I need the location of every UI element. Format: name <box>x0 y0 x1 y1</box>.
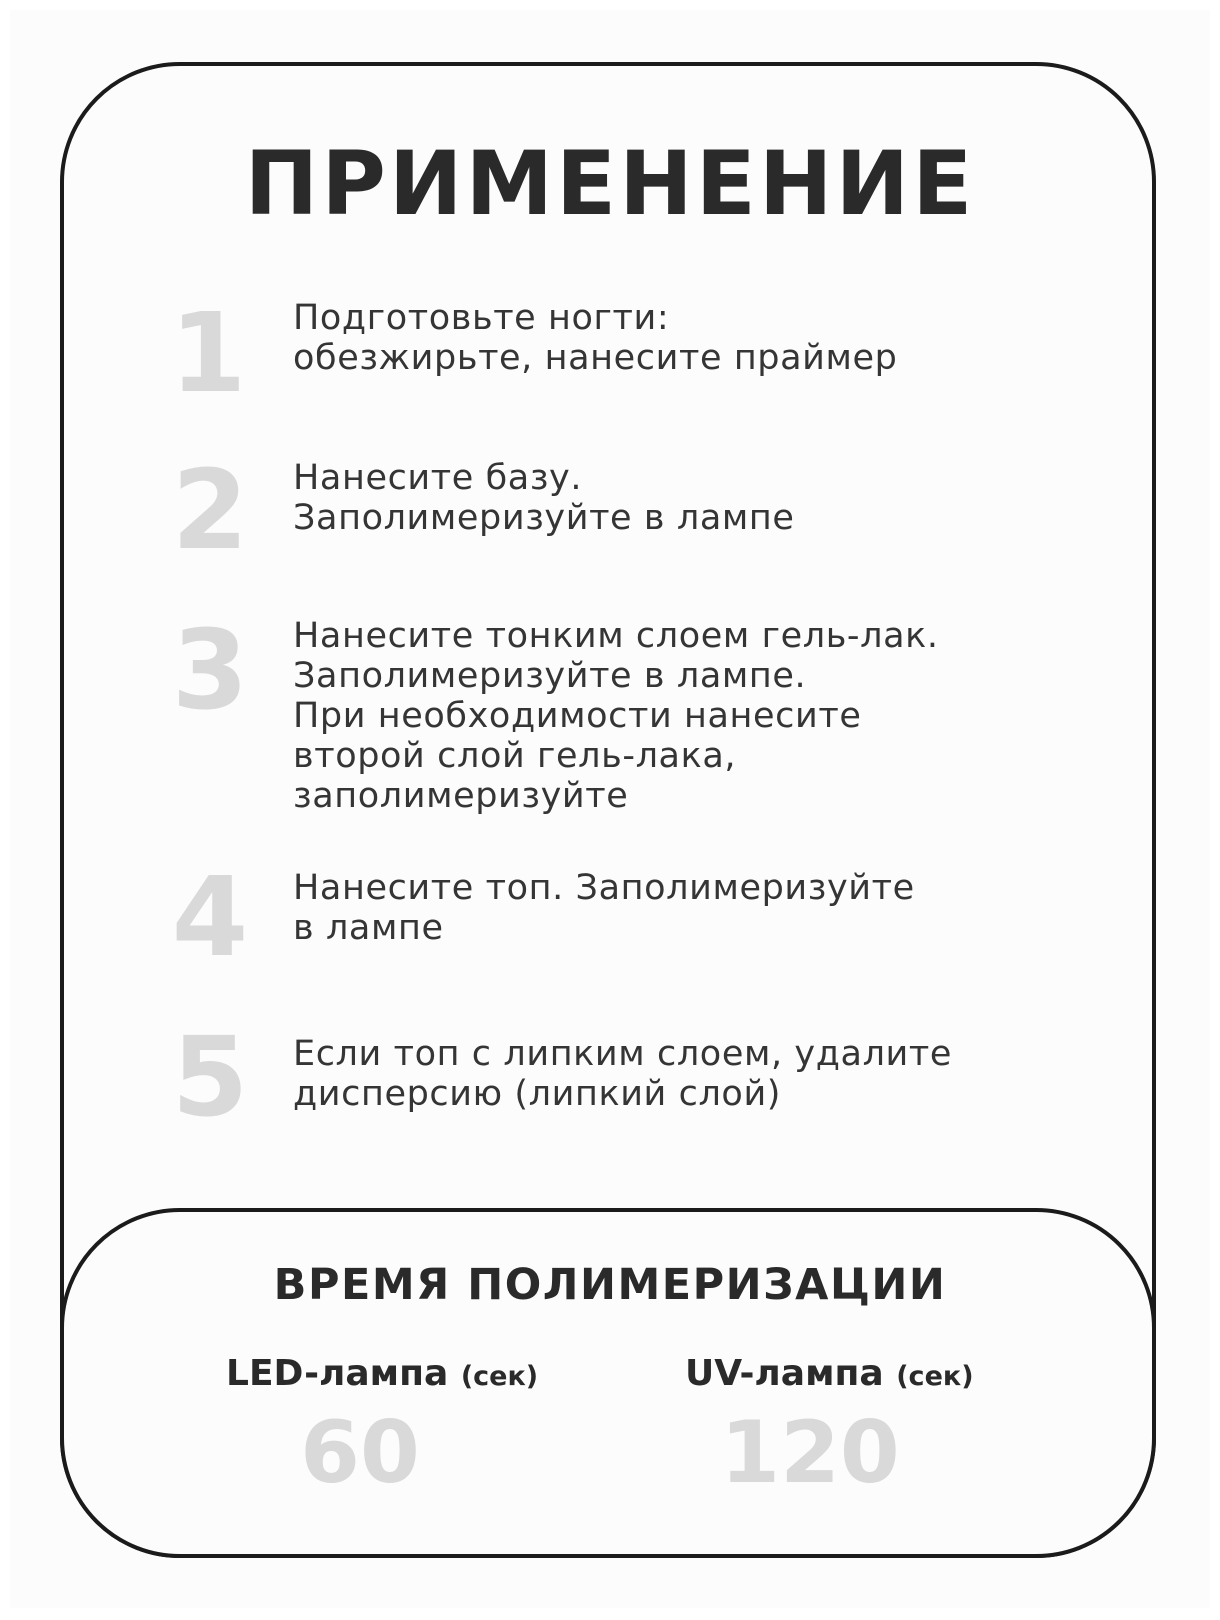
uv-lamp-value: 120 <box>720 1403 900 1503</box>
curing-time-title: ВРЕМЯ ПОЛИМЕРИЗАЦИИ <box>273 1260 947 1310</box>
step-number-4: 4 <box>171 853 249 981</box>
step-line: Нанесите тонким слоем гель-лак. <box>293 616 939 656</box>
step-line: Если топ с липким слоем, удалите <box>293 1034 953 1074</box>
step-line: Нанесите базу. <box>293 458 583 498</box>
step-line: Заполимеризуйте в лампе <box>293 498 795 538</box>
uv-lamp-label <box>685 1353 974 1394</box>
step-line: Нанесите топ. Заполимеризуйте <box>293 868 915 908</box>
step-text-3 <box>293 616 939 816</box>
step-number-5: 5 <box>171 1013 249 1141</box>
step-line: в лампе <box>293 908 444 948</box>
step-text-1 <box>293 298 897 378</box>
led-lamp-unit: (сек) <box>460 1361 539 1392</box>
step-text-2 <box>293 458 795 538</box>
step-line: Заполимеризуйте в лампе. <box>293 656 807 696</box>
step-line: обезжирьте, нанесите праймер <box>293 338 898 378</box>
step-line: дисперсию (липкий слой) <box>293 1074 782 1114</box>
led-lamp-label <box>226 1353 539 1394</box>
step-text-5 <box>293 1034 952 1114</box>
step-line: заполимеризуйте <box>293 776 629 816</box>
step-text-4 <box>293 868 915 948</box>
step-line: второй слой гель-лака, <box>293 736 737 776</box>
step-line: При необходимости нанесите <box>293 696 862 736</box>
step-number-3: 3 <box>171 606 249 734</box>
step-line: Подготовьте ногти: <box>293 298 670 338</box>
led-lamp-name: LED-лампа <box>226 1353 449 1394</box>
step-number-2: 2 <box>171 446 249 574</box>
uv-lamp-name: UV-лампа <box>685 1353 884 1394</box>
led-lamp-value: 60 <box>300 1403 420 1503</box>
uv-lamp-unit: (сек) <box>896 1361 974 1392</box>
page-title: ПРИМЕНЕНИЕ <box>244 132 976 235</box>
step-number-1: 1 <box>169 289 247 417</box>
